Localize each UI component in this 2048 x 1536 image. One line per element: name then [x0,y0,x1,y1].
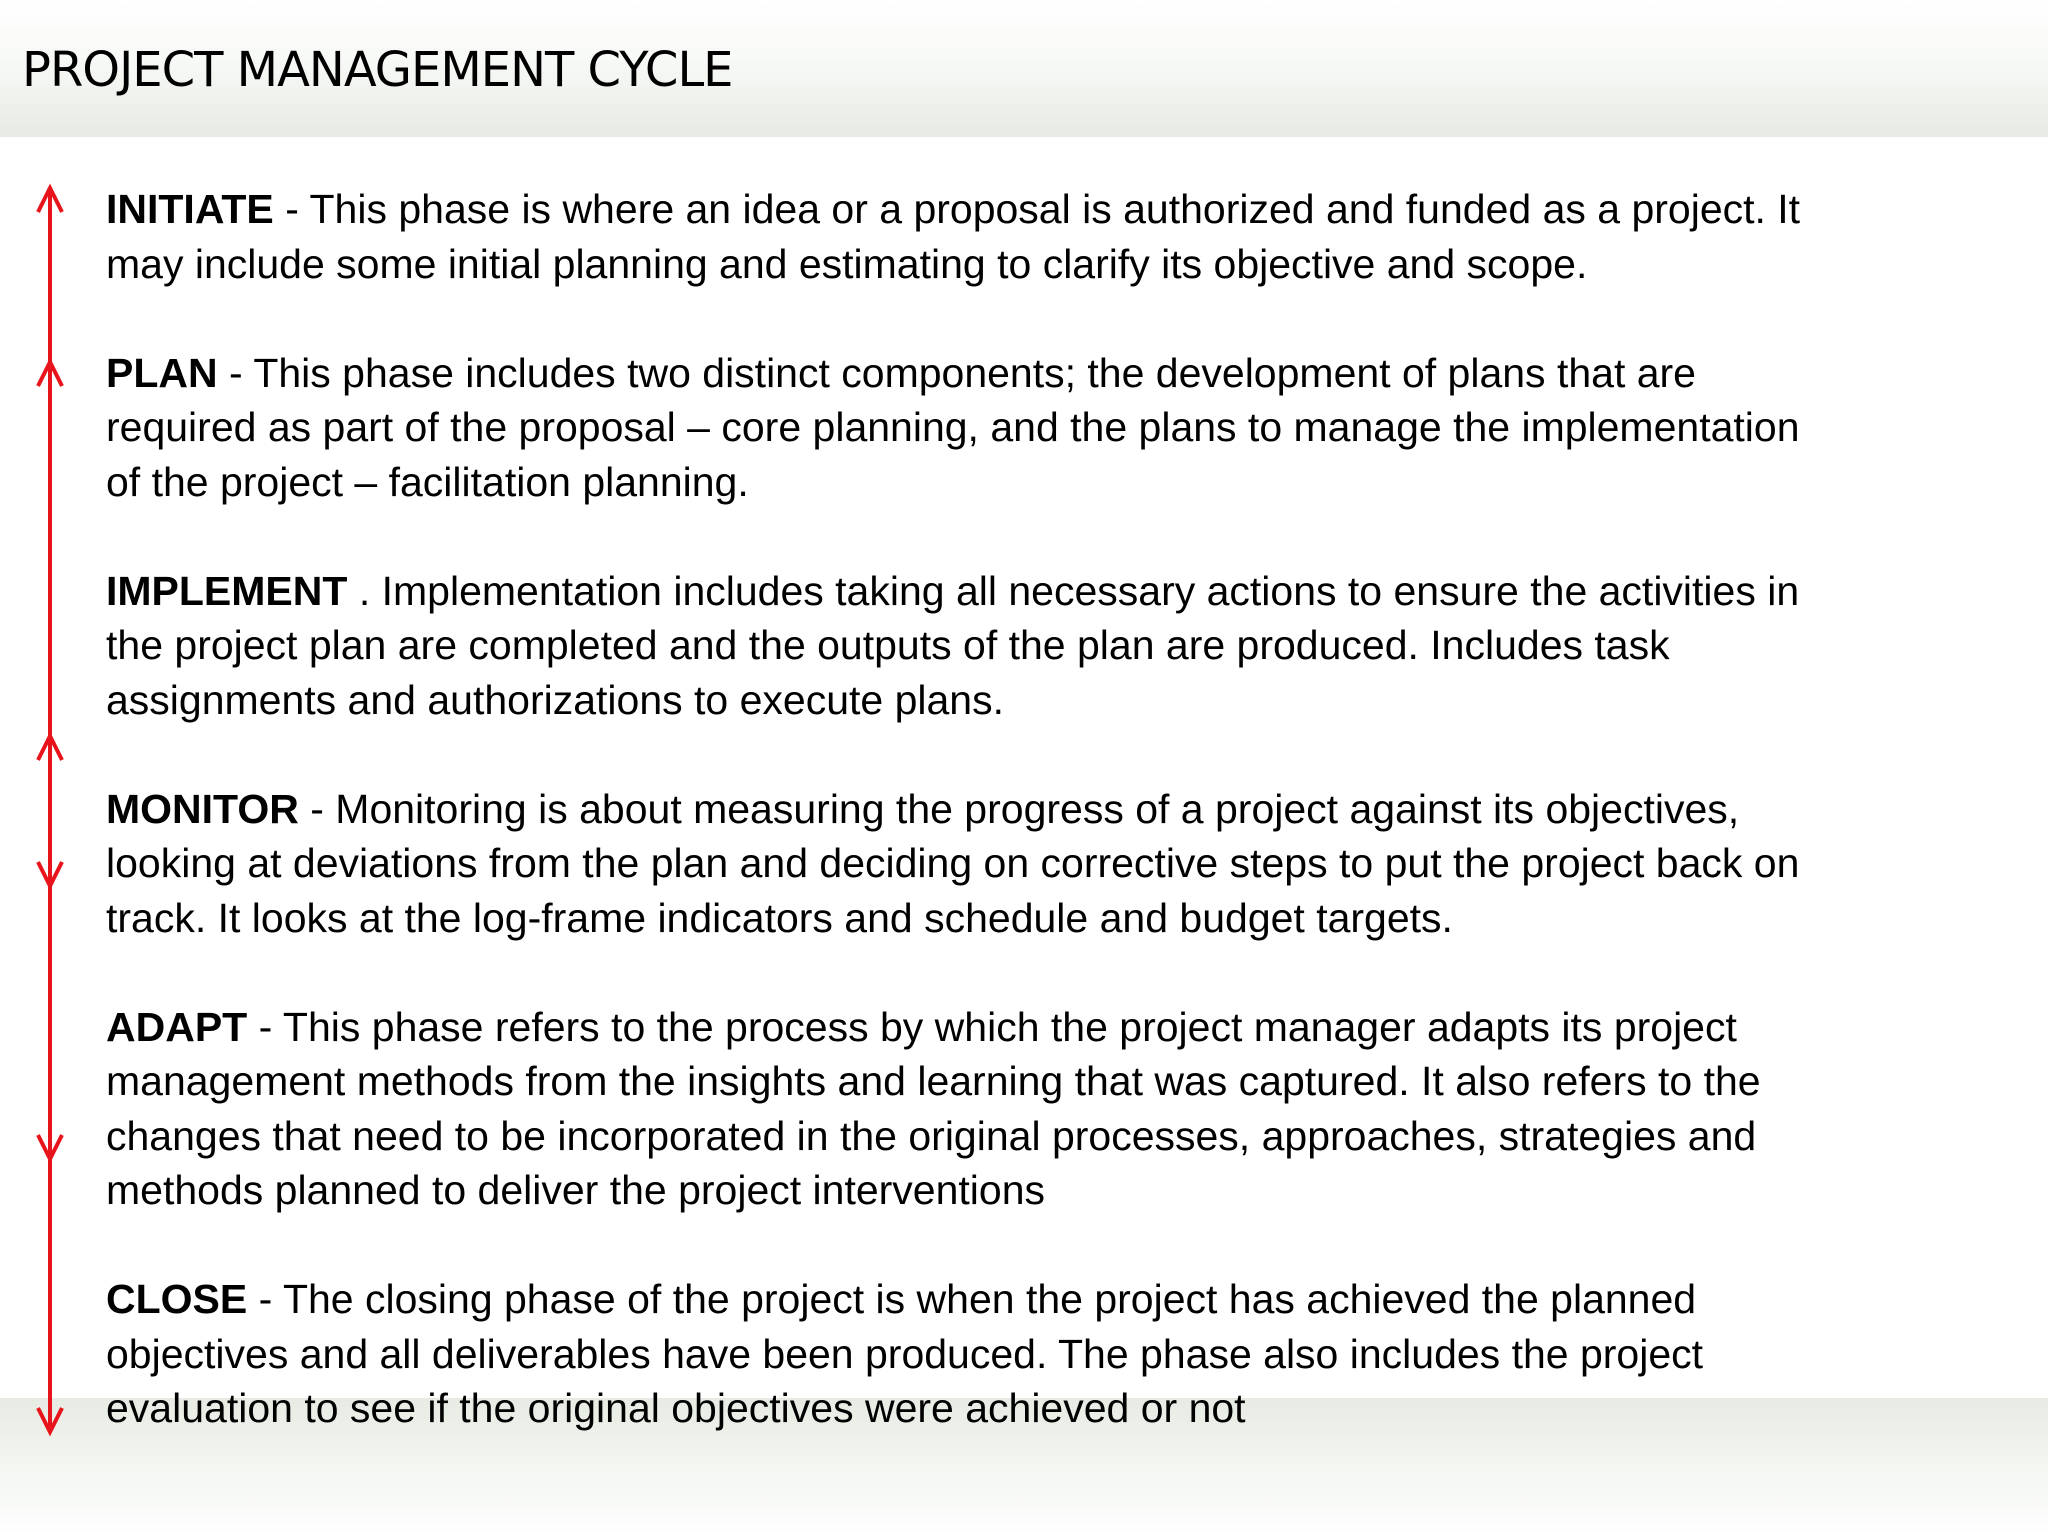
phase-description-line: changes that need to be incorporated in the original processes, approaches, strategies and [106,1112,1757,1159]
phase-description-line: The closing phase of the project is when the project has achieved the planned [282,1276,1697,1322]
phase-separator: - [247,1003,283,1050]
phase-initiate [106,182,2006,291]
phase-description-line: Monitoring is about measuring the progress of a project against its objectives, [335,785,1740,832]
phase-separator: - [273,186,310,232]
phase-monitor [106,782,2006,946]
phase-implement [106,564,2006,728]
phase-description-line: Implementation includes taking all necessary actions to ensure the activities in [381,567,1800,614]
phase-description-line: management methods from the insights and learning that was captured. It also refers to the [106,1058,1761,1104]
phase-description-line: looking at deviations from the plan and deciding on corrective steps to put the project back on [106,840,1800,886]
phase-name: IMPLEMENT [106,567,348,614]
phase-description-line: objectives and all deliverables have been produced. The phase also includes the project [106,1330,1704,1377]
phase-name: PLAN [106,349,218,396]
phase-description-line: evaluation to see if the original objectives were achieved or not [106,1385,1246,1431]
phase-separator: . [347,567,382,614]
phase-description-line: methods planned to deliver the project interventions [106,1167,1046,1213]
phase-name: INITIATE [106,186,274,232]
phase-description-line: required as part of the proposal – core planning, and the plans to manage the implementation [106,404,1800,450]
phase-separator: - [217,349,254,396]
phase-description-line: This phase is where an idea or a proposal is authorized and funded as a project. It [309,186,1801,232]
phase-name: MONITOR [106,785,299,832]
slide-title: PROJECT MANAGEMENT CYCLE [22,42,733,98]
phase-plan [106,346,2006,510]
phase-description-line: assignments and authorizations to execute plans. [106,676,1004,723]
phase-name: ADAPT [106,1003,248,1050]
phase-list [106,182,2006,1490]
phase-adapt [106,1000,2006,1218]
phase-separator: - [247,1276,283,1322]
phase-close [106,1272,2006,1436]
phase-description-line: of the project – facilitation planning. [106,458,749,505]
phase-description-line: This phase includes two distinct components; the development of plans that are [253,349,1696,396]
phase-name: CLOSE [106,1276,248,1322]
phase-separator: - [298,785,336,832]
phase-description-line: the project plan are completed and the outputs of the plan are produced. Includes task [106,622,1670,668]
phase-arrows-line [0,0,110,1536]
phase-description-line: may include some initial planning and estimating to clarify its objective and scope. [106,240,1588,287]
phase-description-line: This phase refers to the process by which the project manager adapts its project [282,1003,1737,1050]
phase-description-line: track. It looks at the log-frame indicators and schedule and budget targets. [106,894,1453,941]
